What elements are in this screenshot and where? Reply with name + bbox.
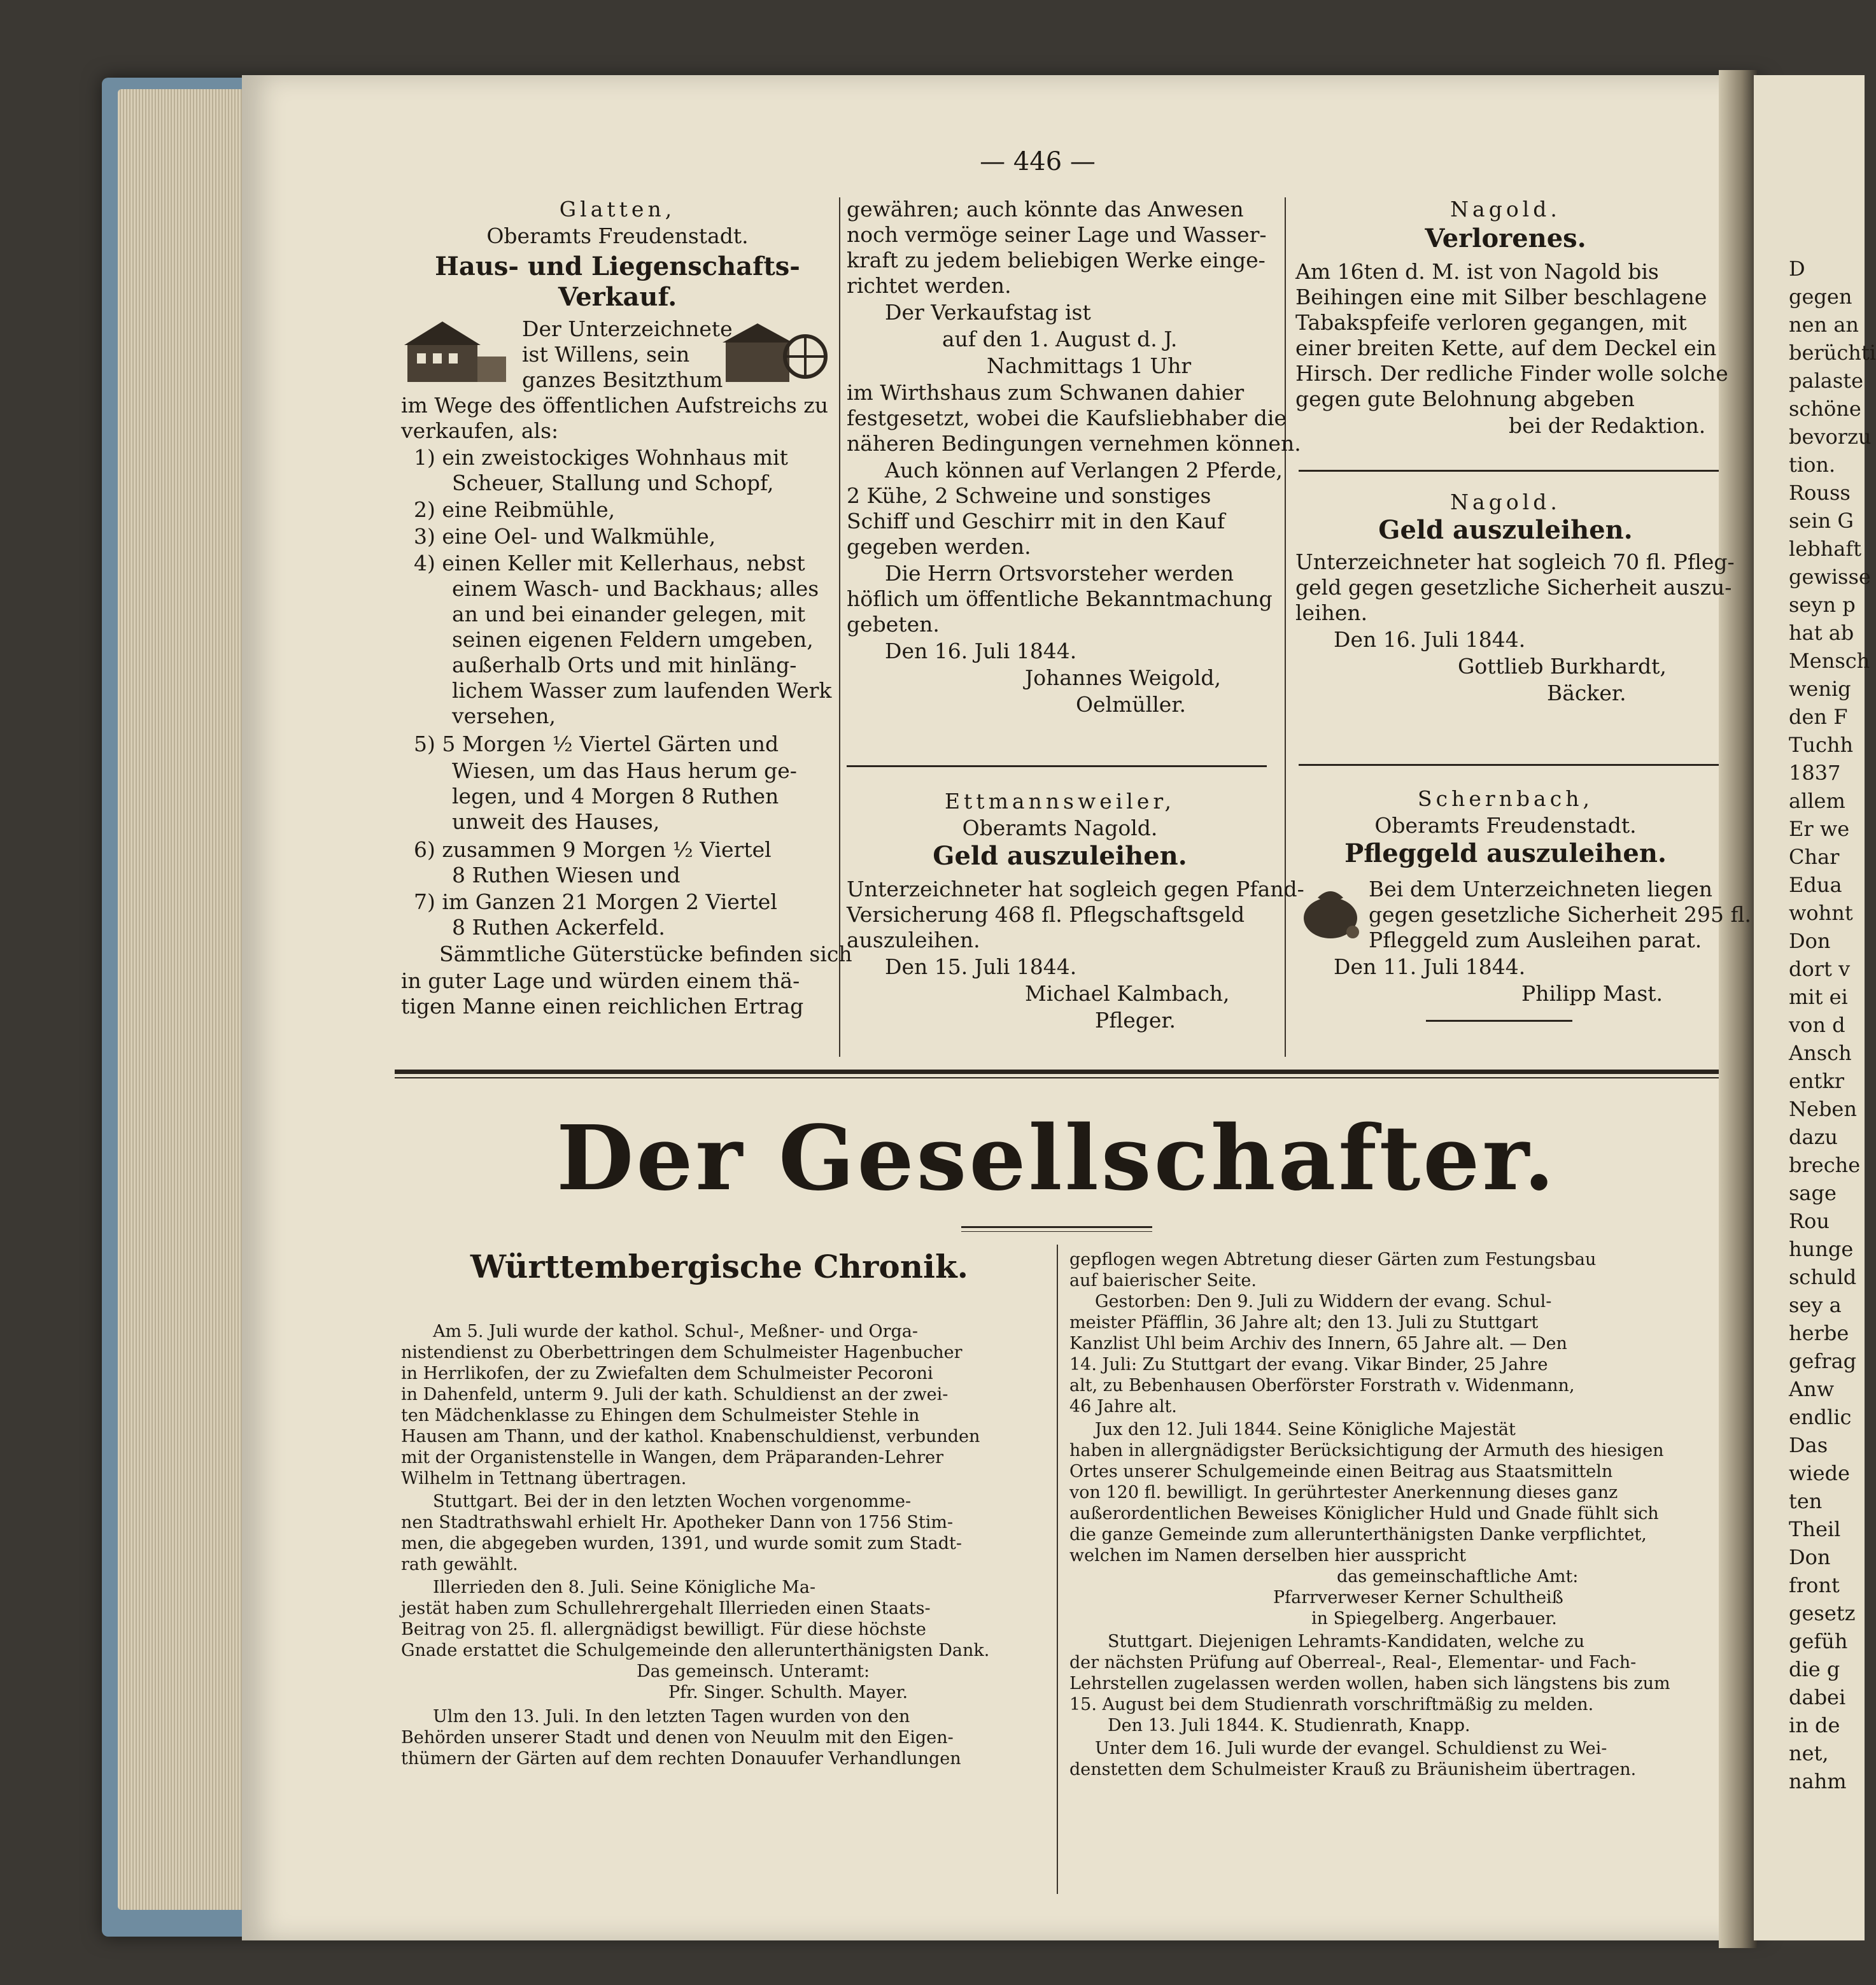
next-page-fragment: schuld: [1789, 1265, 1857, 1289]
ad-separator: [847, 765, 1267, 767]
chronik-line: Am 5. Juli wurde der kathol. Schul-, Meßner- und Orga-: [433, 1322, 918, 1341]
next-page-fragment: gefüh: [1789, 1629, 1848, 1653]
ad-line: Bei dem Unterzeichneten liegen: [1369, 877, 1712, 901]
next-page-fragment: hunge: [1789, 1237, 1854, 1261]
next-page-fragment: lebhaft: [1789, 537, 1862, 561]
ad-line: bei der Redaktion.: [1509, 413, 1706, 438]
next-page-fragment: entkr: [1789, 1069, 1845, 1093]
ad-heading: Haus- und Liegenschafts-: [435, 251, 800, 281]
chronik-line: Lehrstellen zugelassen werden wollen, haben sich längstens bis zum: [1069, 1674, 1670, 1693]
chronik-line: in Spiegelberg. Angerbauer.: [1311, 1609, 1557, 1628]
next-page-fragment: Char: [1789, 845, 1840, 869]
ad-line: unweit des Hauses,: [452, 809, 660, 834]
chronik-line: Jux den 12. Juli 1844. Seine Königliche Majestät: [1095, 1420, 1516, 1439]
next-page-fragment: front: [1789, 1573, 1840, 1597]
ad-line: näheren Bedingungen vernehmen können.: [847, 431, 1301, 456]
ad-line: an und bei einander gelegen, mit: [452, 602, 806, 626]
chronik-line: in Herrlikofen, der zu Zwiefalten dem Schulmeister Pecoroni: [401, 1364, 933, 1383]
chronik-line: Wilhelm in Tettnang übertragen.: [401, 1469, 687, 1488]
ad-line: 4) einen Keller mit Kellerhaus, nebst: [414, 551, 805, 576]
ad-line: richtet werden.: [847, 273, 1012, 298]
chronik-line: Gestorben: Den 9. Juli zu Widdern der evang. Schul-: [1095, 1292, 1552, 1311]
next-page-fragment: von d: [1789, 1013, 1845, 1037]
chronik-line: Behörden unserer Stadt und denen von Neuulm mit den Eigen-: [401, 1728, 954, 1748]
ad-line: gegen gute Belohnung abgeben: [1295, 386, 1635, 411]
next-page-fragment: sage: [1789, 1181, 1837, 1205]
ad-signature: Oelmüller.: [1076, 692, 1186, 717]
ad-line: 8 Ruthen Ackerfeld.: [452, 915, 665, 940]
chronik-line: in Dahenfeld, unterm 9. Juli der kath. Schuldienst an der zwei-: [401, 1385, 949, 1404]
ad-line: auszuleihen.: [847, 928, 980, 952]
next-page-fragment: D: [1789, 257, 1805, 281]
chronik-line: Ortes unserer Schulgemeinde einen Beitrag aus Staatsmitteln: [1069, 1462, 1613, 1481]
next-page-fragment: allem: [1789, 789, 1845, 813]
ad-district: Oberamts Freudenstadt.: [486, 223, 749, 248]
next-page-fragment: mit ei: [1789, 985, 1848, 1009]
next-page-fragment: wiede: [1789, 1461, 1850, 1485]
column-rule: [839, 197, 840, 1057]
next-page-fragment: gefrag: [1789, 1349, 1857, 1373]
chronik-line: die ganze Gemeinde zum allerunterthänigsten Danke verpflichtet,: [1069, 1525, 1647, 1544]
chronik-line: 15. August bei dem Studienrath vorschriftmäßig zu melden.: [1069, 1695, 1594, 1714]
ad-line: 3) eine Oel- und Walkmühle,: [414, 524, 716, 549]
ad-line: gegen gesetzliche Sicherheit 295 fl.: [1369, 902, 1751, 927]
chronik-line: men, die abgegeben wurden, 1391, und wurde somit zum Stadt-: [401, 1534, 963, 1553]
chronik-line: rath gewählt.: [401, 1555, 518, 1574]
chronik-heading: Württembergische Chronik.: [470, 1248, 969, 1285]
chronik-line: Unter dem 16. Juli wurde der evangel. Schuldienst zu Wei-: [1095, 1739, 1607, 1758]
next-page-fragment: Er we: [1789, 817, 1850, 841]
house-illustration: [401, 318, 509, 388]
next-page-fragment: nen an: [1789, 313, 1859, 337]
next-page-fragment: sey a: [1789, 1293, 1842, 1317]
ad-signature: Bäcker.: [1547, 681, 1626, 705]
ad-line: 2 Kühe, 2 Schweine und sonstiges: [847, 483, 1211, 508]
ad-line: Sämmtliche Güterstücke befinden sich: [439, 942, 852, 966]
next-page-fragment: Don: [1789, 929, 1831, 953]
ad-signature: Gottlieb Burkhardt,: [1458, 654, 1667, 679]
next-page-fragment: Edua: [1789, 873, 1842, 897]
next-page-fragment: gewisse: [1789, 565, 1871, 589]
ad-line: 5) 5 Morgen ½ Viertel Gärten und: [414, 731, 779, 756]
chronik-line: 46 Jahre alt.: [1069, 1397, 1177, 1416]
mill-illustration: [723, 318, 831, 388]
next-page-fragment: breche: [1789, 1153, 1861, 1177]
next-page-fragment: Tuchh: [1789, 733, 1854, 757]
ad-district: Oberamts Freudenstadt.: [1374, 813, 1637, 838]
ad-line: Der Unterzeichnete: [522, 316, 733, 341]
chronik-line: Hausen am Thann, und der kathol. Knabenschuldienst, verbunden: [401, 1427, 980, 1446]
ad-heading: Pfleggeld auszuleihen.: [1344, 838, 1667, 868]
ad-line: tigen Manne einen reichlichen Ertrag: [401, 994, 804, 1019]
ad-line: Versicherung 468 fl. Pflegschaftsgeld: [847, 902, 1245, 927]
masthead-underline-thin: [961, 1231, 1152, 1232]
column-rule: [1285, 197, 1286, 1057]
ad-line: Auch können auf Verlangen 2 Pferde,: [885, 458, 1283, 483]
next-page-fragment: herbe: [1789, 1321, 1849, 1345]
chronik-line: Illerrieden den 8. Juli. Seine Königliche Ma-: [433, 1578, 816, 1597]
chronik-line: außerordentlichen Beweises Königlicher Huld und Gnade fühlt sich: [1069, 1504, 1659, 1523]
chronik-line: Beitrag von 25. fl. allergnädigst bewilligt. Für diese höchste: [401, 1620, 926, 1639]
next-page-fragment: Ansch: [1789, 1041, 1852, 1065]
ad-line: gewähren; auch könnte das Anwesen: [847, 197, 1244, 222]
ad-line: Die Herrn Ortsvorsteher werden: [885, 561, 1234, 586]
ad-place: Ettmannsweiler,: [944, 789, 1176, 814]
next-page-fragment: wenig: [1789, 677, 1851, 701]
book-gutter: [1719, 70, 1757, 1948]
ad-line: leihen.: [1295, 600, 1368, 625]
ad-line: einem Wasch- und Backhaus; alles: [452, 576, 819, 601]
ad-line: ist Willens, sein: [522, 342, 690, 367]
ad-line: verkaufen, als:: [401, 418, 559, 443]
ad-heading: Geld auszuleihen.: [1378, 515, 1633, 545]
ad-line: 7) im Ganzen 21 Morgen 2 Viertel: [414, 889, 777, 914]
ad-line: 8 Ruthen Wiesen und: [452, 863, 681, 887]
ad-line: gebeten.: [847, 612, 940, 637]
ad-line: 2) eine Reibmühle,: [414, 497, 616, 522]
next-page-fragment: seyn p: [1789, 593, 1856, 617]
chronik-line: Kanzlist Uhl beim Archiv des Innern, 65 Jahre alt. — Den: [1069, 1334, 1567, 1353]
chronik-line: nen Stadtrathswahl erhielt Hr. Apotheker Dann von 1756 Stim-: [401, 1513, 954, 1532]
ad-line: legen, und 4 Morgen 8 Ruthen: [452, 784, 779, 809]
next-page-fragment: Neben: [1789, 1097, 1857, 1121]
chronik-line: gepflogen wegen Abtretung dieser Gärten zum Festungsbau: [1069, 1250, 1597, 1269]
next-page-text: [1789, 255, 1876, 1795]
chronik-line: ten Mädchenklasse zu Ehingen dem Schulmeister Stehle in: [401, 1406, 920, 1425]
money-bag-illustration: [1292, 879, 1369, 942]
page-number: — 446 —: [980, 147, 1096, 176]
ad-line: Wiesen, um das Haus herum ge-: [452, 758, 797, 783]
next-page-fragment: Rouss: [1789, 481, 1851, 505]
ad-line: festgesetzt, wobei die Kaufsliebhaber die: [847, 406, 1287, 430]
ad-signature: Johannes Weigold,: [1025, 665, 1221, 690]
ad-heading: Verlorenes.: [1425, 223, 1586, 253]
ad-line: Unterzeichneter hat sogleich gegen Pfand-: [847, 877, 1304, 901]
chronik-line: jestät haben zum Schullehrergehalt Illerrieden einen Staats-: [401, 1599, 931, 1618]
chronik-line: denstetten dem Schulmeister Krauß zu Bräunisheim übertragen.: [1069, 1760, 1637, 1779]
ad-line: Schiff und Geschirr mit in den Kauf: [847, 509, 1225, 533]
next-page-fragment: dazu: [1789, 1125, 1838, 1149]
chronik-line: das gemeinschaftliche Amt:: [1337, 1567, 1579, 1586]
ad-line: einer breiten Kette, auf dem Deckel ein: [1295, 336, 1717, 360]
next-page-fragment: hat ab: [1789, 621, 1854, 645]
next-page-fragment: dort v: [1789, 957, 1851, 981]
ad-line: gegeben werden.: [847, 534, 1031, 559]
next-page-fragment: Das: [1789, 1433, 1828, 1457]
next-page-fragment: in de: [1789, 1713, 1840, 1737]
ad-heading: Geld auszuleihen.: [933, 841, 1187, 871]
ad-line: versehen,: [452, 703, 556, 728]
ad-date: Den 16. Juli 1844.: [1334, 627, 1526, 652]
next-page-fragment: bevorzu: [1789, 425, 1872, 449]
ad-line: Unterzeichneter hat sogleich 70 fl. Pfleg-: [1295, 549, 1735, 574]
column-rule: [1057, 1245, 1058, 1894]
chronik-line: Stuttgart. Bei der in den letzten Wochen vorgenomme-: [433, 1492, 912, 1511]
ad-line: Der Verkaufstag ist: [885, 300, 1091, 325]
ad-line: Hirsch. Der redliche Finder wolle solche: [1295, 361, 1728, 386]
ad-line: im Wege des öffentlichen Aufstreichs zu: [401, 393, 828, 418]
next-page-fragment: Mensch: [1789, 649, 1870, 673]
ad-line: Nachmittags 1 Uhr: [987, 353, 1192, 378]
next-page-fragment: net,: [1789, 1741, 1829, 1765]
ad-line: geld gegen gesetzliche Sicherheit auszu-: [1295, 575, 1732, 600]
chronik-line: Den 13. Juli 1844. K. Studienrath, Knapp.: [1108, 1716, 1470, 1735]
next-page-fragment: tion.: [1789, 453, 1836, 477]
next-page-fragment: Don: [1789, 1545, 1831, 1569]
chronik-line: Stuttgart. Diejenigen Lehramts-Kandidaten, welche zu: [1108, 1632, 1585, 1651]
next-page-fragment: Anw: [1789, 1377, 1835, 1401]
chronik-line: welchen im Namen derselben hier ausspricht: [1069, 1546, 1467, 1565]
next-page-fragment: die g: [1789, 1657, 1840, 1681]
next-page-fragment: dabei: [1789, 1685, 1846, 1709]
ad-place: Glatten,: [559, 197, 676, 222]
next-page-fragment: wohnt: [1789, 901, 1853, 925]
ad-end-rule: [1426, 1020, 1572, 1022]
ad-date: Den 16. Juli 1844.: [885, 639, 1077, 663]
chronik-line: 14. Juli: Zu Stuttgart der evang. Vikar Binder, 25 Jahre: [1069, 1355, 1548, 1374]
ad-place: Nagold.: [1450, 197, 1561, 222]
next-page-fragment: endlic: [1789, 1405, 1852, 1429]
chronik-line: nistendienst zu Oberbettringen dem Schulmeister Hagenbucher: [401, 1343, 963, 1362]
chronik-line: Das gemeinsch. Unteramt:: [637, 1662, 870, 1681]
chronik-line: Gnade erstattet die Schulgemeinde den allerunterthänigsten Dank.: [401, 1641, 990, 1660]
ad-line: seinen eigenen Feldern umgeben,: [452, 627, 814, 652]
next-page-fragment: schöne: [1789, 397, 1861, 421]
next-page-fragment: berüchti: [1789, 341, 1876, 365]
next-page-fragment: den F: [1789, 705, 1848, 729]
next-page-fragment: nahm: [1789, 1769, 1847, 1793]
section-rule: [395, 1070, 1719, 1074]
chronik-line: thümern der Gärten auf dem rechten Donauufer Verhandlungen: [401, 1749, 961, 1769]
chronik-line: von 120 fl. bewilligt. In gerührtester Anerkennung dieses ganz: [1069, 1483, 1618, 1502]
ad-line: auf den 1. August d. J.: [942, 327, 1178, 351]
next-page-fragment: sein G: [1789, 509, 1854, 533]
next-page-fragment: Theil: [1789, 1517, 1841, 1541]
chronik-line: auf baierischer Seite.: [1069, 1271, 1257, 1290]
chronik-line: alt, zu Bebenhausen Oberförster Forstrath v. Widenmann,: [1069, 1376, 1575, 1395]
ad-heading: Verkauf.: [558, 282, 677, 312]
chronik-line: mit der Organistenstelle in Wangen, dem Präparanden-Lehrer: [401, 1448, 944, 1467]
ad-district: Oberamts Nagold.: [962, 816, 1158, 840]
chronik-line: Pfr. Singer. Schulth. Mayer.: [668, 1683, 908, 1702]
ad-line: noch vermöge seiner Lage und Wasser-: [847, 222, 1267, 247]
ad-line: kraft zu jedem beliebigen Werke einge-: [847, 248, 1266, 272]
ad-line: ganzes Besitzthum: [522, 367, 723, 392]
ad-line: Beihingen eine mit Silber beschlagene: [1295, 285, 1707, 309]
ad-line: Am 16ten d. M. ist von Nagold bis: [1295, 259, 1659, 284]
next-page-fragment: Rou: [1789, 1209, 1830, 1233]
ad-line: lichem Wasser zum laufenden Werk: [452, 678, 832, 703]
chronik-line: haben in allergnädigster Berücksichtigung der Armuth des hiesigen: [1069, 1441, 1664, 1460]
section-rule-thin: [395, 1077, 1719, 1078]
ad-line: höflich um öffentliche Bekanntmachung: [847, 586, 1273, 611]
ad-place: Schernbach,: [1418, 786, 1593, 811]
ad-line: Tabakspfeife verloren gegangen, mit: [1295, 310, 1687, 335]
next-page-fragment: 1837: [1789, 761, 1841, 785]
ad-line: im Wirthshaus zum Schwanen dahier: [847, 380, 1245, 405]
chronik-line: Pfarrverweser Kerner Schultheiß: [1273, 1588, 1563, 1607]
masthead-title: Der Gesellschafter.: [556, 1106, 1558, 1211]
ad-signature: Philipp Mast.: [1521, 981, 1663, 1006]
ad-date: Den 11. Juli 1844.: [1334, 954, 1526, 979]
ad-separator: [1299, 470, 1719, 472]
ad-signature: Michael Kalmbach,: [1025, 981, 1230, 1006]
ad-line: 6) zusammen 9 Morgen ½ Viertel: [414, 837, 772, 862]
ad-line: Scheuer, Stallung und Schopf,: [452, 470, 774, 495]
next-page-fragment: palaste: [1789, 369, 1864, 393]
ad-line: außerhalb Orts und mit hinläng-: [452, 653, 797, 677]
chronik-line: Ulm den 13. Juli. In den letzten Tagen wurden von den: [433, 1707, 910, 1727]
ad-date: Den 15. Juli 1844.: [885, 954, 1077, 979]
ad-line: in guter Lage und würden einem thä-: [401, 968, 800, 993]
ad-line: 1) ein zweistockiges Wohnhaus mit: [414, 445, 788, 470]
next-page-fragment: gegen: [1789, 285, 1852, 309]
masthead-underline: [961, 1226, 1152, 1228]
next-page-fragment: gesetz: [1789, 1601, 1856, 1625]
next-page-fragment: ten: [1789, 1489, 1823, 1513]
chronik-line: meister Pfäfflin, 36 Jahre alt; den 13. Juli zu Stuttgart: [1069, 1313, 1539, 1332]
ad-signature: Pfleger.: [1095, 1008, 1176, 1033]
ad-separator: [1299, 764, 1719, 766]
ad-line: Pfleggeld zum Ausleihen parat.: [1369, 928, 1702, 952]
ad-place: Nagold.: [1450, 490, 1561, 514]
chronik-line: der nächsten Prüfung auf Oberreal-, Real-, Elementar- und Fach-: [1069, 1653, 1637, 1672]
